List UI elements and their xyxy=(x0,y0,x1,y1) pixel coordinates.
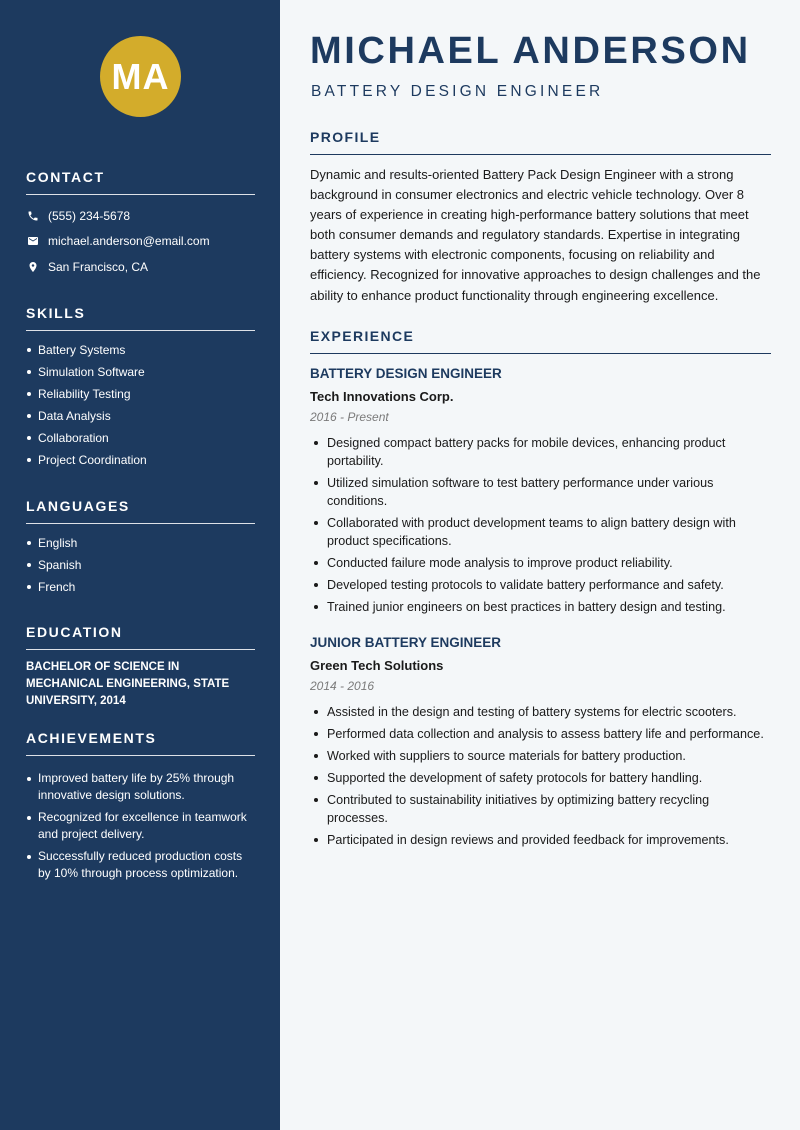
list-item: Assisted in the design and testing of battery systems for electric scooters. xyxy=(310,703,771,721)
sidebar xyxy=(0,0,280,1130)
languages-section xyxy=(26,497,255,598)
avatar xyxy=(100,36,181,117)
languages-list xyxy=(26,532,255,598)
education-heading: EDUCATION xyxy=(26,624,123,640)
list-item: Conducted failure mode analysis to improve product reliability. xyxy=(310,554,771,572)
list-item: Utilized simulation software to test battery performance under various conditions. xyxy=(310,474,771,510)
languages-heading: LANGUAGES xyxy=(26,498,130,514)
divider xyxy=(26,523,255,524)
list-item: English xyxy=(26,532,255,554)
duties-list xyxy=(310,703,771,849)
list-item: Trained junior engineers on best practices in battery design and testing. xyxy=(310,598,771,616)
location-text: San Francisco, CA xyxy=(48,259,149,274)
list-item: Supported the development of safety protocols for battery handling. xyxy=(310,769,771,787)
contact-location xyxy=(26,254,255,280)
skills-list xyxy=(26,339,255,471)
list-item: Data Analysis xyxy=(26,405,255,427)
duties-list xyxy=(310,434,771,616)
divider xyxy=(310,353,771,354)
job-entry xyxy=(310,365,771,620)
company-name: Tech Innovations Corp. xyxy=(310,389,454,404)
achievements-list xyxy=(26,770,255,882)
skills-section xyxy=(26,304,255,471)
experience-section xyxy=(310,327,771,354)
contact-list xyxy=(26,203,255,280)
mail-icon xyxy=(26,235,39,248)
avatar-initials: MA xyxy=(111,55,170,97)
divider xyxy=(310,154,771,155)
achievements-heading: ACHIEVEMENTS xyxy=(26,730,157,746)
list-item: Recognized for excellence in teamwork and project delivery. xyxy=(26,809,255,843)
list-item: Collaboration xyxy=(26,427,255,449)
profile-text: Dynamic and results-oriented Battery Pack Design Engineer with a strong background in consumer electronics and electric vehicle technology. Over 8 years of experience in creating high-performance battery solutions that meet both consumer demands and regulatory standards. Expertise in integrating battery systems with electronic components, focusing on reliability and efficiency. Recognized for innovative approaches to design challenges and the ability to enhance product functionality through engineering excellence. xyxy=(310,167,761,303)
list-item: Participated in design reviews and provided feedback for improvements. xyxy=(310,831,771,849)
skills-heading: SKILLS xyxy=(26,305,86,321)
list-item: Worked with suppliers to source materials for battery production. xyxy=(310,747,771,765)
list-item: Improved battery life by 25% through innovative design solutions. xyxy=(26,770,255,804)
divider xyxy=(26,330,255,331)
education-degree: BACHELOR OF SCIENCE IN MECHANICAL ENGINEERING, STATE UNIVERSITY, 2014 xyxy=(26,661,230,707)
list-item: Designed compact battery packs for mobile devices, enhancing product portability. xyxy=(310,434,771,470)
education-section xyxy=(26,623,255,710)
list-item: Contributed to sustainability initiatives by optimizing battery recycling processes. xyxy=(310,791,771,827)
phone-text: (555) 234-5678 xyxy=(48,208,131,223)
phone-icon xyxy=(26,209,39,222)
list-item: Project Coordination xyxy=(26,449,255,471)
job-title: JUNIOR BATTERY ENGINEER xyxy=(310,635,502,650)
company-name: Green Tech Solutions xyxy=(310,658,444,673)
job-dates: 2016 - Present xyxy=(310,410,389,424)
list-item: Reliability Testing xyxy=(26,383,255,405)
achievements-section xyxy=(26,729,255,887)
list-item: Simulation Software xyxy=(26,361,255,383)
list-item: Spanish xyxy=(26,554,255,576)
experience-heading: EXPERIENCE xyxy=(310,328,415,344)
divider xyxy=(26,194,255,195)
contact-heading: CONTACT xyxy=(26,169,105,185)
main-content xyxy=(280,0,800,1130)
contact-phone xyxy=(26,203,255,229)
person-name: MICHAEL ANDERSON xyxy=(310,30,751,72)
location-pin-icon xyxy=(26,260,39,273)
email-text: michael.anderson@email.com xyxy=(48,234,210,249)
list-item: French xyxy=(26,576,255,598)
job-entry xyxy=(310,634,771,853)
list-item: Battery Systems xyxy=(26,339,255,361)
list-item: Developed testing protocols to validate battery performance and safety. xyxy=(310,576,771,594)
profile-heading: PROFILE xyxy=(310,129,381,145)
divider xyxy=(26,755,255,756)
job-title: BATTERY DESIGN ENGINEER xyxy=(310,366,502,381)
job-title-header: BATTERY DESIGN ENGINEER xyxy=(311,83,604,100)
contact-email xyxy=(26,229,255,255)
list-item: Performed data collection and analysis to assess battery life and performance. xyxy=(310,725,771,743)
contact-section xyxy=(26,168,255,280)
profile-section xyxy=(310,128,771,306)
job-dates: 2014 - 2016 xyxy=(310,679,375,693)
list-item: Collaborated with product development teams to align battery design with product specifications. xyxy=(310,514,771,550)
list-item: Successfully reduced production costs by 10% through process optimization. xyxy=(26,848,255,882)
divider xyxy=(26,649,255,650)
